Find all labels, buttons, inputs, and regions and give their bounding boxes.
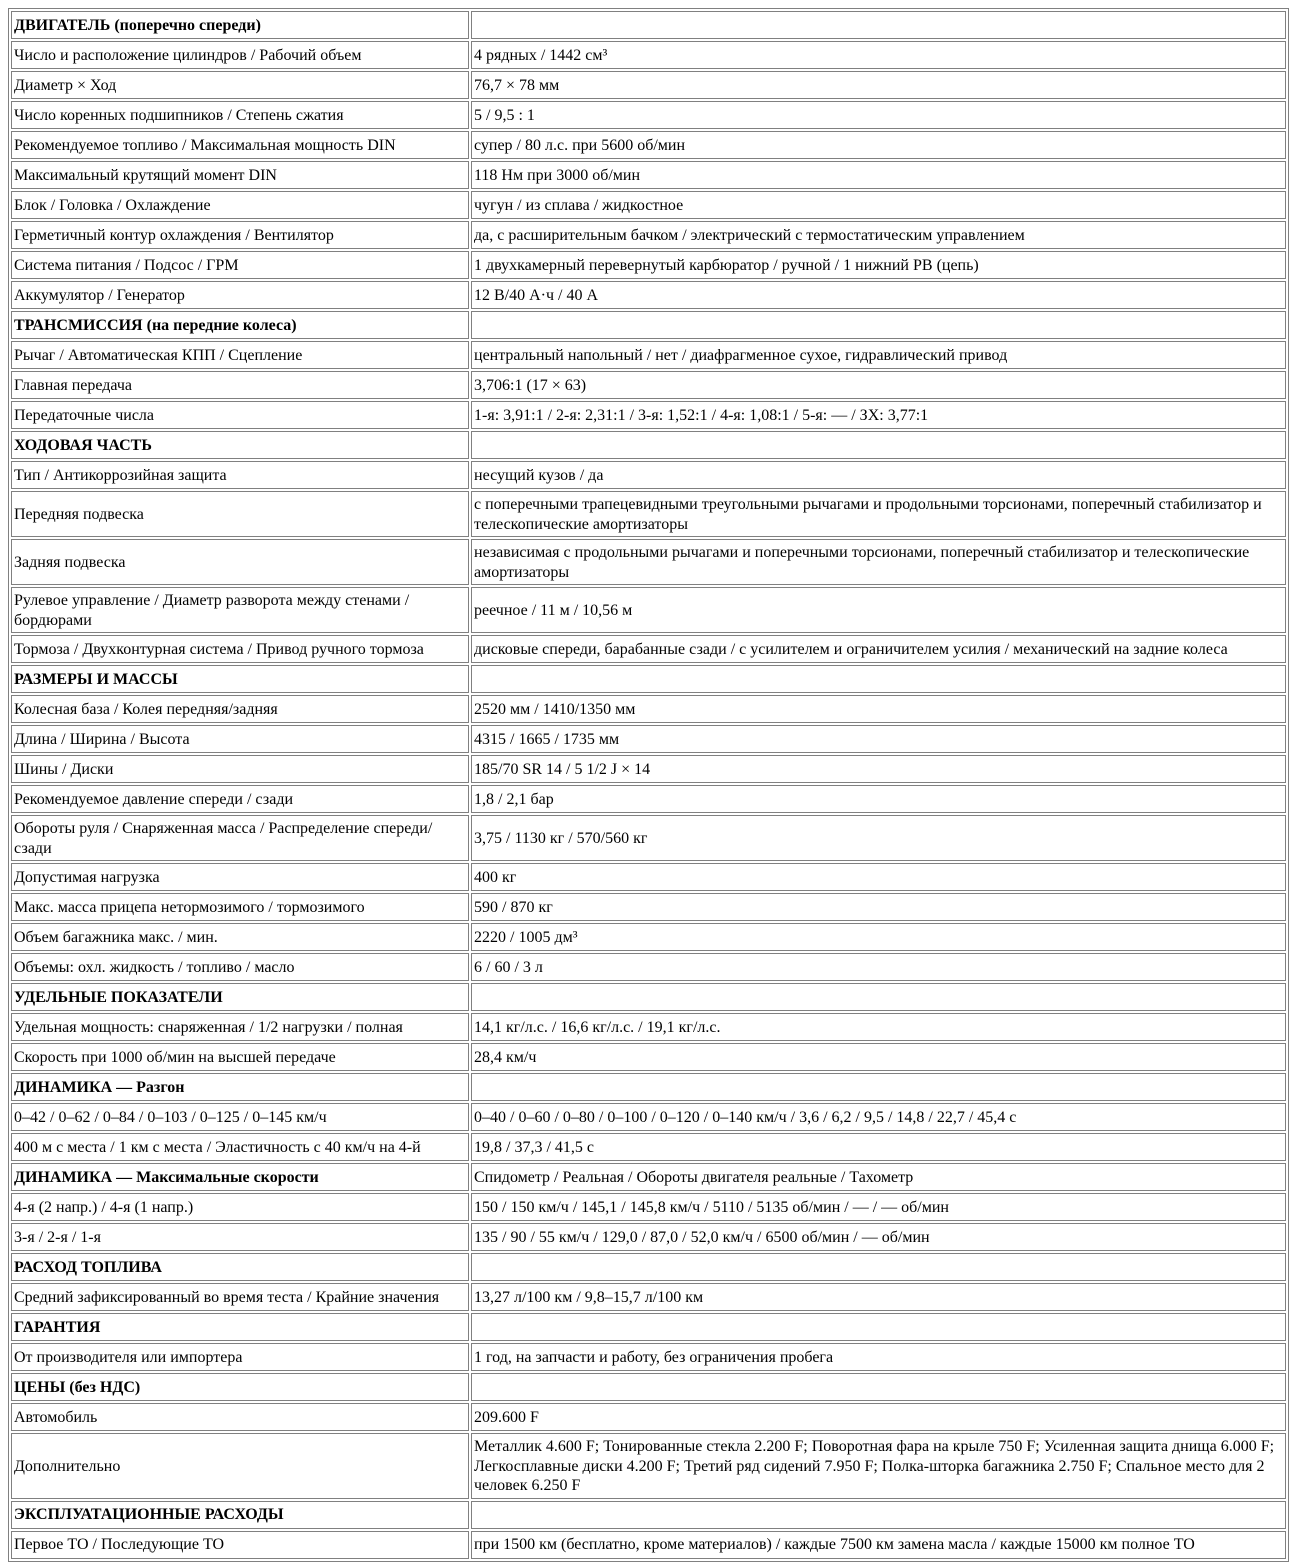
spec-value: 1-я: 3,91:1 / 2-я: 2,31:1 / 3-я: 1,52:1 / 4-я: 1,08:1 / 5-я: — / ЗХ: 3,77:1 — [471, 401, 1286, 429]
spec-label: Объем багажника макс. / мин. — [11, 923, 469, 951]
spec-label: Колесная база / Колея передняя/задняя — [11, 695, 469, 723]
table-row — [11, 1133, 1286, 1161]
section-value — [471, 1373, 1286, 1401]
spec-value: да, с расширительным бачком / электрический с термостатическим управлением — [471, 221, 1286, 249]
table-row — [11, 371, 1286, 399]
table-row — [11, 755, 1286, 783]
section-title: ДИНАМИКА — Разгон — [11, 1073, 469, 1101]
spec-value: центральный напольный / нет / диафрагменное сухое, гидравлический привод — [471, 341, 1286, 369]
spec-label: Тормоза / Двухконтурная система / Привод ручного тормоза — [11, 635, 469, 663]
spec-value: несущий кузов / да — [471, 461, 1286, 489]
table-row — [11, 1193, 1286, 1221]
table-row — [11, 539, 1286, 585]
spec-label: 400 м с места / 1 км с места / Эластичность с 40 км/ч на 4-й — [11, 1133, 469, 1161]
table-row — [11, 1223, 1286, 1251]
table-row — [11, 281, 1286, 309]
table-row — [11, 785, 1286, 813]
table-row — [11, 1343, 1286, 1371]
spec-label: Автомобиль — [11, 1403, 469, 1431]
spec-table-body — [11, 11, 1286, 1559]
spec-value: Металлик 4.600 F; Тонированные стекла 2.200 F; Поворотная фара на крыле 750 F; Усиленная защита днища 6.000 F; Легкосплавные диски 4.200 F; Третий ряд сидений 7.950 F; Полка-шторка багажника 2.750 F; Спальное место для 2 человек 6.250 F — [471, 1433, 1286, 1499]
spec-value: 118 Нм при 3000 об/мин — [471, 161, 1286, 189]
spec-label: Обороты руля / Снаряженная масса / Распределение спереди/сзади — [11, 815, 469, 861]
spec-value: 1,8 / 2,1 бар — [471, 785, 1286, 813]
spec-value: 590 / 870 кг — [471, 893, 1286, 921]
spec-label: Длина / Ширина / Высота — [11, 725, 469, 753]
section-value — [471, 11, 1286, 39]
table-row — [11, 953, 1286, 981]
spec-label: Первое ТО / Последующие ТО — [11, 1531, 469, 1559]
section-header-row — [11, 1313, 1286, 1341]
spec-label: Система питания / Подсос / ГРМ — [11, 251, 469, 279]
spec-label: Число коренных подшипников / Степень сжатия — [11, 101, 469, 129]
spec-label: Средний зафиксированный во время теста / Крайние значения — [11, 1283, 469, 1311]
spec-table — [8, 8, 1289, 1562]
spec-value: 2520 мм / 1410/1350 мм — [471, 695, 1286, 723]
table-row — [11, 1531, 1286, 1559]
table-row — [11, 893, 1286, 921]
spec-value: реечное / 11 м / 10,56 м — [471, 587, 1286, 633]
spec-value: 14,1 кг/л.с. / 16,6 кг/л.с. / 19,1 кг/л.с. — [471, 1013, 1286, 1041]
table-row — [11, 815, 1286, 861]
table-row — [11, 1103, 1286, 1131]
spec-value: 4 рядных / 1442 см³ — [471, 41, 1286, 69]
spec-value: 13,27 л/100 км / 9,8–15,7 л/100 км — [471, 1283, 1286, 1311]
table-row — [11, 1013, 1286, 1041]
spec-label: Удельная мощность: снаряженная / 1/2 нагрузки / полная — [11, 1013, 469, 1041]
spec-value: 209.600 F — [471, 1403, 1286, 1431]
spec-label: Максимальный крутящий момент DIN — [11, 161, 469, 189]
table-row — [11, 491, 1286, 537]
spec-value: 4315 / 1665 / 1735 мм — [471, 725, 1286, 753]
spec-label: Диаметр × Ход — [11, 71, 469, 99]
section-title: ХОДОВАЯ ЧАСТЬ — [11, 431, 469, 459]
spec-label: Шины / Диски — [11, 755, 469, 783]
spec-value: 150 / 150 км/ч / 145,1 / 145,8 км/ч / 5110 / 5135 об/мин / — / — об/мин — [471, 1193, 1286, 1221]
table-row — [11, 461, 1286, 489]
section-value — [471, 311, 1286, 339]
table-row — [11, 1433, 1286, 1499]
spec-label: Скорость при 1000 об/мин на высшей передаче — [11, 1043, 469, 1071]
section-header-row — [11, 1163, 1286, 1191]
table-row — [11, 251, 1286, 279]
table-row — [11, 923, 1286, 951]
spec-value: 19,8 / 37,3 / 41,5 с — [471, 1133, 1286, 1161]
section-header-row — [11, 1373, 1286, 1401]
table-row — [11, 71, 1286, 99]
section-header-row — [11, 311, 1286, 339]
section-header-row — [11, 431, 1286, 459]
section-value: Спидометр / Реальная / Обороты двигателя реальные / Тахометр — [471, 1163, 1286, 1191]
spec-label: 4-я (2 напр.) / 4-я (1 напр.) — [11, 1193, 469, 1221]
spec-value: 185/70 SR 14 / 5 1/2 J × 14 — [471, 755, 1286, 783]
spec-value: 2220 / 1005 дм³ — [471, 923, 1286, 951]
spec-value: чугун / из сплава / жидкостное — [471, 191, 1286, 219]
spec-value: 1 двухкамерный перевернутый карбюратор / ручной / 1 нижний РВ (цепь) — [471, 251, 1286, 279]
spec-label: Макс. масса прицепа нетормозимого / тормозимого — [11, 893, 469, 921]
table-row — [11, 101, 1286, 129]
table-row — [11, 221, 1286, 249]
spec-value: 6 / 60 / 3 л — [471, 953, 1286, 981]
table-row — [11, 695, 1286, 723]
spec-value: 3,706:1 (17 × 63) — [471, 371, 1286, 399]
spec-value: 12 В/40 А·ч / 40 А — [471, 281, 1286, 309]
table-row — [11, 1043, 1286, 1071]
section-value — [471, 431, 1286, 459]
spec-label: 0–42 / 0–62 / 0–84 / 0–103 / 0–125 / 0–145 км/ч — [11, 1103, 469, 1131]
section-title: ДИНАМИКА — Максимальные скорости — [11, 1163, 469, 1191]
spec-value: 1 год, на запчасти и работу, без ограничения пробега — [471, 1343, 1286, 1371]
spec-value: 135 / 90 / 55 км/ч / 129,0 / 87,0 / 52,0 км/ч / 6500 об/мин / — об/мин — [471, 1223, 1286, 1251]
table-row — [11, 1403, 1286, 1431]
section-value — [471, 1073, 1286, 1101]
table-row — [11, 725, 1286, 753]
section-value — [471, 1313, 1286, 1341]
section-value — [471, 665, 1286, 693]
spec-value: при 1500 км (бесплатно, кроме материалов) / каждые 7500 км замена масла / каждые 15000 км полное ТО — [471, 1531, 1286, 1559]
table-row — [11, 1283, 1286, 1311]
spec-value: 76,7 × 78 мм — [471, 71, 1286, 99]
spec-label: Передняя подвеска — [11, 491, 469, 537]
table-row — [11, 131, 1286, 159]
section-title: ДВИГАТЕЛЬ (поперечно спереди) — [11, 11, 469, 39]
table-row — [11, 587, 1286, 633]
spec-label: Задняя подвеска — [11, 539, 469, 585]
table-row — [11, 863, 1286, 891]
spec-label: Число и расположение цилиндров / Рабочий объем — [11, 41, 469, 69]
section-header-row — [11, 1073, 1286, 1101]
spec-label: Главная передача — [11, 371, 469, 399]
section-title: ГАРАНТИЯ — [11, 1313, 469, 1341]
spec-value: с поперечными трапецевидными треугольными рычагами и продольными торсионами, поперечный стабилизатор и телескопические амортизаторы — [471, 491, 1286, 537]
spec-value: 400 кг — [471, 863, 1286, 891]
spec-label: Объемы: охл. жидкость / топливо / масло — [11, 953, 469, 981]
spec-label: Тип / Антикоррозийная защита — [11, 461, 469, 489]
spec-label: Блок / Головка / Охлаждение — [11, 191, 469, 219]
section-title: РАСХОД ТОПЛИВА — [11, 1253, 469, 1281]
spec-label: От производителя или импортера — [11, 1343, 469, 1371]
spec-value: 3,75 / 1130 кг / 570/560 кг — [471, 815, 1286, 861]
section-title: ЦЕНЫ (без НДС) — [11, 1373, 469, 1401]
section-title: ТРАНСМИССИЯ (на передние колеса) — [11, 311, 469, 339]
spec-label: Аккумулятор / Генератор — [11, 281, 469, 309]
spec-label: Рулевое управление / Диаметр разворота между стенами / бордюрами — [11, 587, 469, 633]
spec-label: Допустимая нагрузка — [11, 863, 469, 891]
spec-value: независимая с продольными рычагами и поперечными торсионами, поперечный стабилизатор и телескопические амортизаторы — [471, 539, 1286, 585]
spec-label: Передаточные числа — [11, 401, 469, 429]
section-header-row — [11, 983, 1286, 1011]
table-row — [11, 161, 1286, 189]
spec-label: Рекомендуемое топливо / Максимальная мощность DIN — [11, 131, 469, 159]
section-title: ЭКСПЛУАТАЦИОННЫЕ РАСХОДЫ — [11, 1501, 469, 1529]
table-row — [11, 191, 1286, 219]
spec-label: Герметичный контур охлаждения / Вентилятор — [11, 221, 469, 249]
spec-label: Дополнительно — [11, 1433, 469, 1499]
section-value — [471, 1253, 1286, 1281]
section-title: УДЕЛЬНЫЕ ПОКАЗАТЕЛИ — [11, 983, 469, 1011]
spec-label: Рекомендуемое давление спереди / сзади — [11, 785, 469, 813]
section-title: РАЗМЕРЫ И МАССЫ — [11, 665, 469, 693]
table-row — [11, 635, 1286, 663]
spec-value: дисковые спереди, барабанные сзади / с усилителем и ограничителем усилия / механический на задние колеса — [471, 635, 1286, 663]
section-header-row — [11, 1501, 1286, 1529]
spec-value: 5 / 9,5 : 1 — [471, 101, 1286, 129]
section-header-row — [11, 11, 1286, 39]
table-row — [11, 401, 1286, 429]
section-value — [471, 983, 1286, 1011]
spec-value: 28,4 км/ч — [471, 1043, 1286, 1071]
section-header-row — [11, 1253, 1286, 1281]
spec-value: супер / 80 л.с. при 5600 об/мин — [471, 131, 1286, 159]
section-header-row — [11, 665, 1286, 693]
spec-label: Рычаг / Автоматическая КПП / Сцепление — [11, 341, 469, 369]
table-row — [11, 341, 1286, 369]
table-row — [11, 41, 1286, 69]
section-value — [471, 1501, 1286, 1529]
spec-value: 0–40 / 0–60 / 0–80 / 0–100 / 0–120 / 0–140 км/ч / 3,6 / 6,2 / 9,5 / 14,8 / 22,7 / 45,4 с — [471, 1103, 1286, 1131]
spec-label: 3-я / 2-я / 1-я — [11, 1223, 469, 1251]
